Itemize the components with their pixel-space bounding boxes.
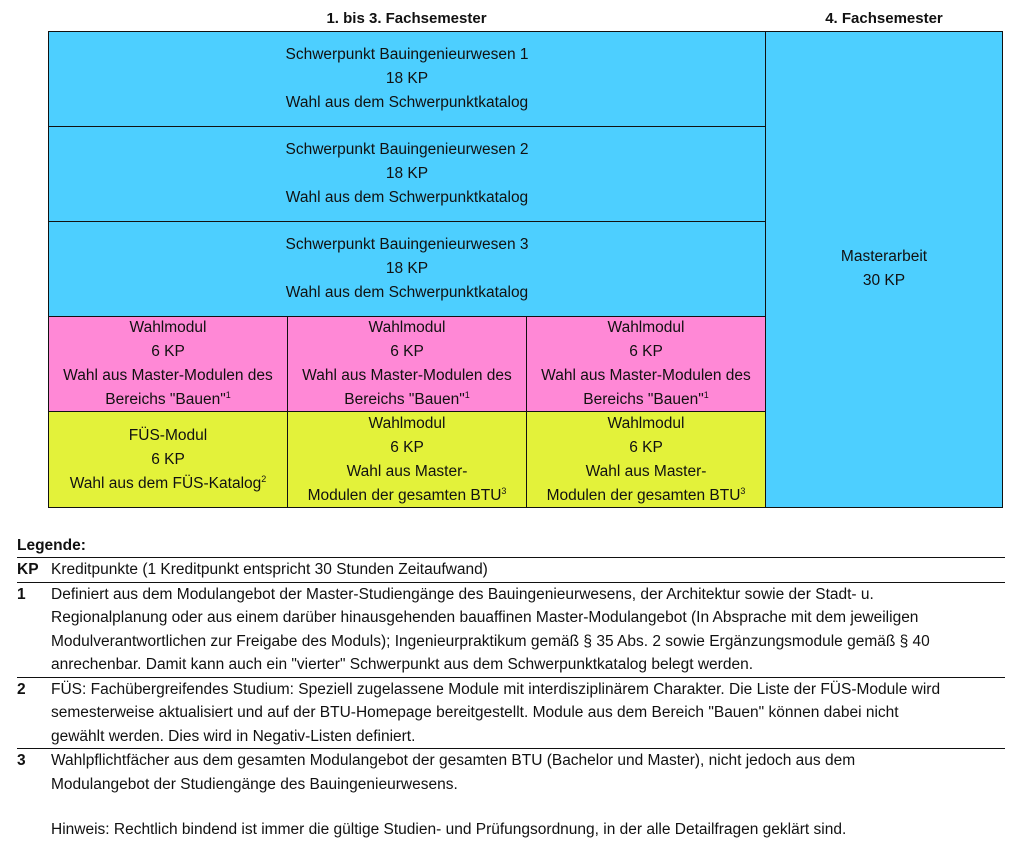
wahlmodul-bauen-block	[526, 316, 766, 412]
footnote-ref: 2	[261, 473, 267, 484]
block-title: Wahlmodul	[368, 319, 446, 336]
block-credits: 6 KP	[151, 343, 185, 360]
legend-line: anrechenbar. Damit kann auch ein "vierter" Schwerpunkt aus dem Schwerpunktkatalog belegt werden.	[51, 656, 754, 673]
block-description: Wahl aus Master-Modulen des	[302, 367, 512, 384]
legend-row-kp	[17, 557, 1005, 582]
block-title: Wahlmodul	[368, 414, 446, 432]
block-description-2: Bereichs "Bauen"$^1$	[105, 389, 231, 408]
block-title: Schwerpunkt Bauingenieurwesen 3	[285, 236, 529, 253]
block-description: Wahl aus Master-	[346, 462, 468, 480]
footnote-ref: 1	[703, 389, 709, 400]
block-title: Masterarbeit	[840, 247, 928, 265]
wahlmodul-bauen-block	[287, 316, 527, 412]
legend-line: gewählt werden. Dies wird in Negativ-Listen definiert.	[51, 727, 416, 745]
legend-row-3	[17, 748, 1005, 796]
masterarbeit-block	[765, 31, 1003, 508]
block-description: Wahl aus Master-Modulen des	[541, 367, 751, 384]
block-credits: 18 KP	[385, 165, 429, 182]
block-credits: 18 KP	[385, 260, 429, 277]
header-semester-4: 4. Fachsemester	[825, 10, 943, 27]
legend-line: FÜS: Fachübergreifendes Studium: Speziell zugelassene Module mit interdisziplinärem Charakter. Die Liste der FÜS-Module wird	[51, 680, 941, 698]
block-title: FÜS-Modul	[128, 426, 208, 444]
block-credits: 30 KP	[862, 271, 906, 289]
block-title: Wahlmodul	[129, 319, 207, 336]
legend-row-1	[17, 582, 1005, 677]
footnote-ref: 1	[464, 389, 470, 400]
legend-row-2	[17, 677, 1005, 749]
legend-line: Wahlpflichtfächer aus dem gesamten Modulangebot der gesamten BTU (Bachelor und Master), nicht jedoch aus dem	[51, 752, 856, 769]
block-description-2: Bereichs "Bauen"$^1$	[344, 389, 470, 408]
legend-line: semesterweise aktualisiert und auf der BTU-Homepage bereitgestellt. Module aus dem Bereich "Bauen" können dabei nicht	[51, 704, 899, 721]
legend-line: Modulangebot der Studiengänge des Bauingenieurwesens.	[51, 775, 458, 793]
footnote-ref: 1	[225, 389, 231, 400]
header-semesters-1-3: 1. bis 3. Fachsemester	[326, 10, 487, 27]
legend	[17, 535, 1005, 842]
study-plan-grid	[48, 31, 1003, 508]
block-description: Wahl aus dem Schwerpunktkatalog	[285, 189, 529, 206]
block-title: Wahlmodul	[607, 414, 685, 432]
schwerpunkt-1-block	[48, 31, 766, 127]
block-description: Wahl aus dem FÜS-Katalog$^2$	[69, 473, 267, 492]
block-credits: 6 KP	[629, 343, 663, 360]
wahlmodul-btu-block	[287, 411, 527, 508]
block-description-2: Modulen der gesamten BTU$^3$	[307, 485, 507, 504]
legend-title: Legende:	[17, 537, 86, 554]
block-title: Wahlmodul	[607, 319, 685, 336]
legend-text	[51, 583, 1005, 677]
legend-text	[51, 749, 1005, 796]
legend-text	[51, 678, 1005, 749]
block-credits: 6 KP	[629, 438, 663, 456]
schwerpunkt-2-block	[48, 126, 766, 222]
block-description-2: Modulen der gesamten BTU$^3$	[546, 485, 746, 504]
block-description: Wahl aus Master-Modulen des	[63, 367, 273, 384]
legend-line: Definiert aus dem Modulangebot der Master-Studiengänge des Bauingenieurwesens, der Architektur sowie der Stadt- u.	[51, 585, 874, 603]
footnote-ref: 3	[501, 485, 507, 496]
legal-hint: Hinweis: Rechtlich bindend ist immer die gültige Studien- und Prüfungsordnung, in der alle Detailfragen geklärt sind.	[51, 821, 847, 838]
legend-line: Modulverantwortlichen zur Freigabe des Moduls); Ingenieurpraktikum gemäß § 35 Abs. 2 sowie Ergänzungsmodule gemäß § 40	[51, 632, 930, 650]
legend-text	[51, 558, 1005, 582]
block-description: Wahl aus dem Schwerpunktkatalog	[285, 94, 529, 111]
legend-line: Kreditpunkte (1 Kreditpunkt entspricht 30 Stunden Zeitaufwand)	[51, 561, 488, 578]
block-title: Schwerpunkt Bauingenieurwesen 1	[285, 46, 529, 63]
block-title: Schwerpunkt Bauingenieurwesen 2	[285, 141, 529, 158]
legend-key: 3	[17, 752, 26, 769]
footnote-ref: 3	[740, 485, 746, 496]
block-credits: 6 KP	[390, 438, 424, 456]
block-credits: 18 KP	[385, 70, 429, 87]
legend-key: KP	[17, 561, 39, 578]
block-description: Wahl aus Master-	[585, 462, 707, 480]
block-credits: 6 KP	[151, 450, 185, 468]
legend-key: 1	[17, 585, 26, 603]
block-description-2: Bereichs "Bauen"$^1$	[583, 389, 709, 408]
wahlmodul-bauen-block	[48, 316, 288, 412]
legend-key: 2	[17, 680, 26, 698]
wahlmodul-btu-block	[526, 411, 766, 508]
block-description: Wahl aus dem Schwerpunktkatalog	[285, 284, 529, 301]
legend-line: Regionalplanung oder aus einem darüber hinausgehenden bauaffinen Master-Modulangebot (In Absprache mit dem jeweiligen	[51, 609, 919, 626]
block-credits: 6 KP	[390, 343, 424, 360]
fues-modul-block	[48, 411, 288, 508]
schwerpunkt-3-block	[48, 221, 766, 317]
